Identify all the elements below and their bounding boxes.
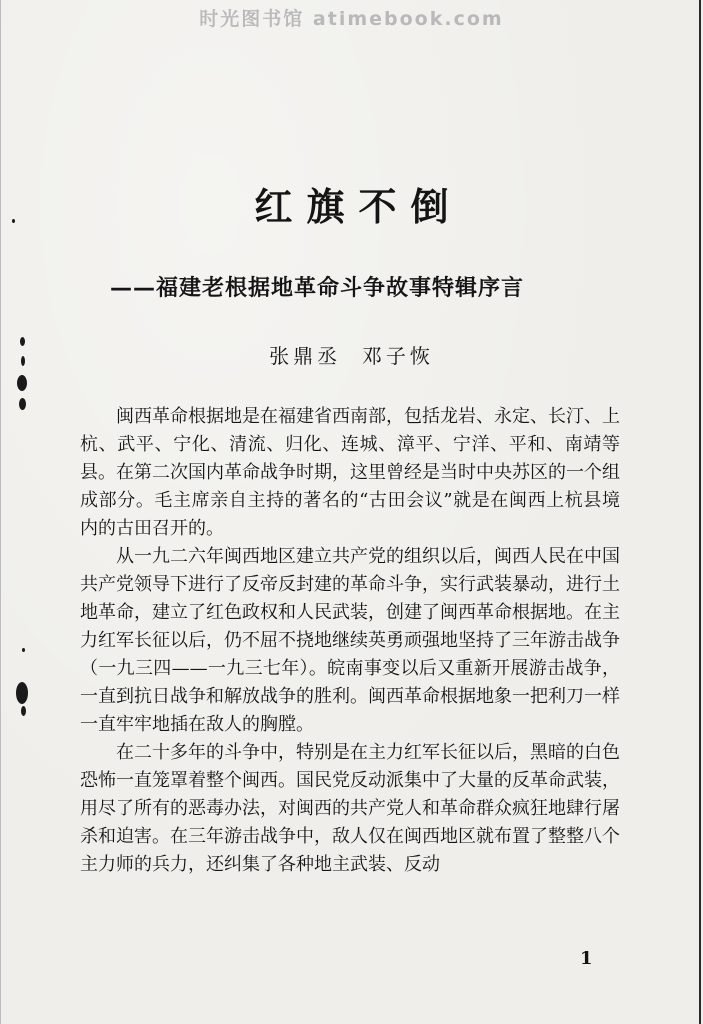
page-title: 红旗不倒 — [254, 184, 463, 229]
paragraph: 从一九二六年闽西地区建立共产党的组织以后，闽西人民在中国共产党领导下进行了反帝反封建的革命斗争，实行武装暴动，进行土地革命，建立了红色政权和人民武装，创建了闽西革命根据地。在主力红军长征以后，仍不屈不挠地继续英勇顽强地坚持了三年游击战争（一九三四——一九三七年）。皖南事变以后又重新开展游击战争，一直到抗日战争和解放战争的胜利。闽西革命根据地象一把利刀一样一直牢牢地插在敌人的胸膛。 — [80, 546, 620, 735]
left-page-edge — [0, 0, 1, 1024]
scan-speck — [22, 648, 25, 652]
watermark: 时光图书馆 atimebook.com — [199, 8, 504, 30]
body-text — [80, 403, 620, 879]
scan-speck — [19, 398, 26, 410]
scan-speck — [17, 375, 27, 391]
page-subtitle: ——福建老根据地革命斗争故事特辑序言 — [110, 276, 525, 301]
scan-speck — [16, 682, 28, 704]
scan-speck — [21, 706, 26, 716]
right-page-edge — [699, 0, 701, 1024]
page-number: 1 — [580, 948, 593, 969]
paragraph: 闽西革命根据地是在福建省西南部，包括龙岩、永定、长汀、上杭、武平、宁化、清流、归化、连城、漳平、宁洋、平和、南靖等县。在第二次国内革命战争时期，这里曾经是当时中央苏区的一个组成部分。毛主席亲自主持的著名的“古田会议”就是在闽西上杭县境内的古田召开的。 — [80, 406, 620, 539]
paragraph: 在二十多年的斗争中，特别是在主力红军长征以后，黑暗的白色恐怖一直笼罩着整个闽西。国民党反动派集中了大量的反革命武装，用尽了所有的恶毒办法，对闽西的共产党人和革命群众疯狂地肆行屠杀和迫害。在三年游击战争中，敌人仅在闽西地区就布置了整整八个主力师的兵力，还纠集了各种地主武装、反动 — [80, 742, 620, 875]
authors: 张鼎丞 邓子恢 — [269, 344, 434, 368]
